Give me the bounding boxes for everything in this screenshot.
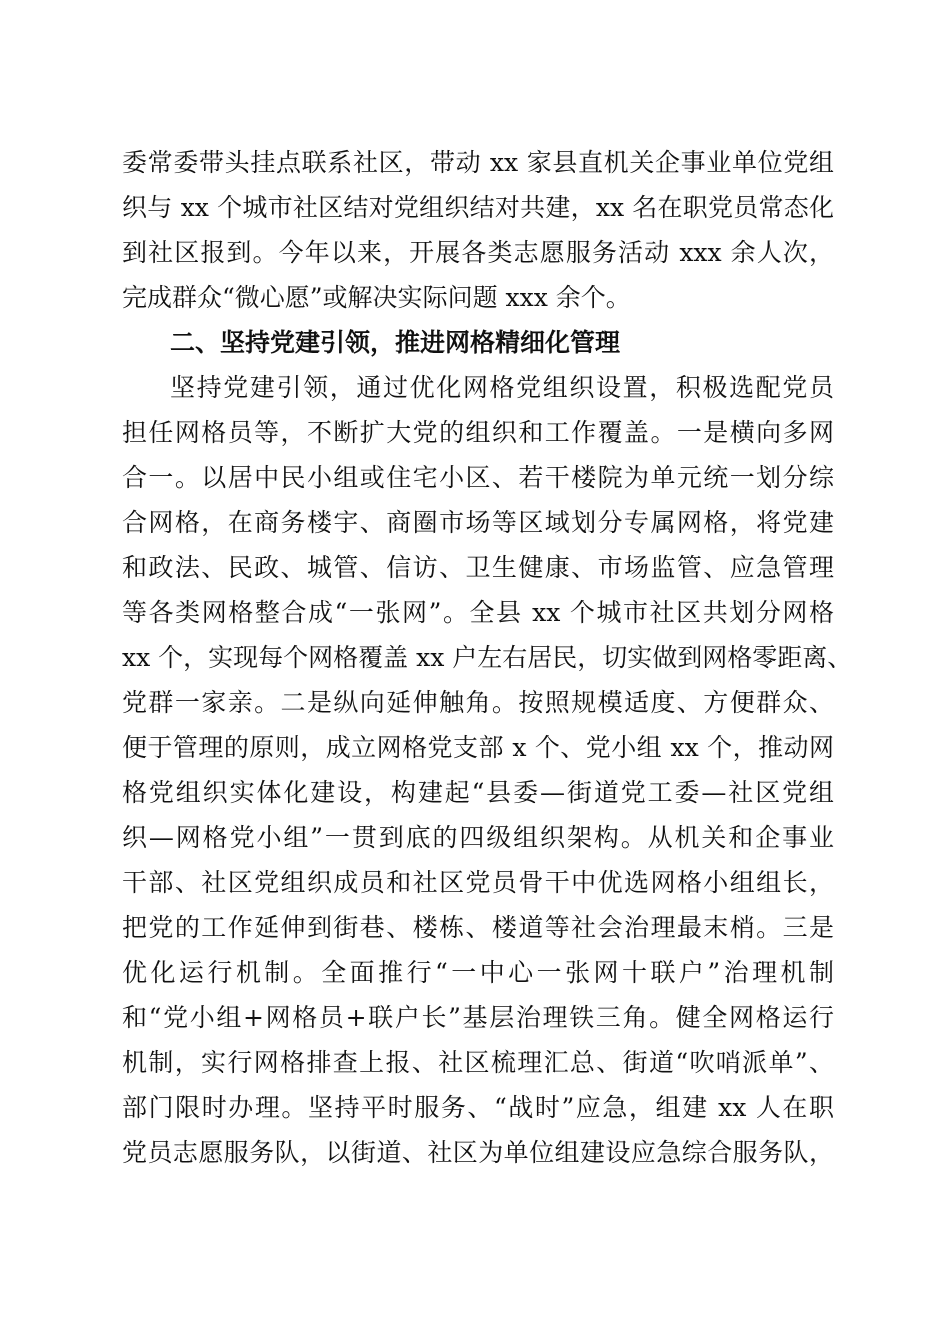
paragraph-2-line-3: 合一。以居中民小组或住宅小区、若干楼院为单元统一划分综 xyxy=(122,463,834,492)
paragraph-2-line-6: 等各类网格整合成“一张网”。全县 xx 个城市社区共划分网格 xyxy=(122,598,834,627)
section-2-heading: 二、坚持党建引领，推进网格精细化管理 xyxy=(170,328,621,357)
paragraph-2-line-5: 和政法、民政、城管、信访、卫生健康、市场监管、应急管理 xyxy=(122,553,834,582)
paragraph-2-line-14: 优化运行机制。全面推行“一中心一张网十联户”治理机制 xyxy=(122,958,834,987)
paragraph-2-line-1: 坚持党建引领，通过优化网格党组织设置，积极选配党员 xyxy=(170,373,834,402)
paragraph-2-line-2: 担任网格员等，不断扩大党的组织和工作覆盖。一是横向多网 xyxy=(122,418,834,447)
paragraph-2-line-8: 党群一家亲。二是纵向延伸触角。按照规模适度、方便群众、 xyxy=(122,688,834,717)
paragraph-2-line-11: 织—网格党小组”一贯到底的四级组织架构。从机关和企事业 xyxy=(122,823,834,852)
paragraph-2-line-10: 格党组织实体化建设，构建起“县委—街道党工委—社区党组 xyxy=(122,778,834,807)
paragraph-1-line-2: 织与 xx 个城市社区结对党组织结对共建，xx 名在职党员常态化 xyxy=(122,193,834,222)
paragraph-1-line-3: 到社区报到。今年以来，开展各类志愿服务活动 xxx 余人次， xyxy=(122,238,834,267)
paragraph-2-line-15: 和“党小组+网格员+联户长”基层治理铁三角。健全网格运行 xyxy=(122,1003,834,1032)
paragraph-2-line-9: 便于管理的原则，成立网格党支部 x 个、党小组 xx 个，推动网 xyxy=(122,733,834,762)
paragraph-2-line-12: 干部、社区党组织成员和社区党员骨干中优选网格小组组长， xyxy=(122,868,834,897)
paragraph-2-line-18: 党员志愿服务队，以街道、社区为单位组建设应急综合服务队， xyxy=(122,1138,834,1167)
paragraph-2-line-7: xx 个，实现每个网格覆盖 xx 户左右居民，切实做到网格零距离、 xyxy=(122,643,853,672)
paragraph-1-line-4: 完成群众“微心愿”或解决实际问题 xxx 余个。 xyxy=(122,283,631,312)
paragraph-2-line-17: 部门限时办理。坚持平时服务、“战时”应急，组建 xx 人在职 xyxy=(122,1093,834,1122)
paragraph-2-line-4: 合网格，在商务楼宇、商圈市场等区域划分专属网格，将党建 xyxy=(122,508,834,537)
paragraph-1-line-1: 委常委带头挂点联系社区，带动 xx 家县直机关企事业单位党组 xyxy=(122,148,834,177)
paragraph-2-line-13: 把党的工作延伸到街巷、楼栋、楼道等社会治理最末梢。三是 xyxy=(122,913,834,942)
paragraph-2-line-16: 机制，实行网格排查上报、社区梳理汇总、街道“吹哨派单”、 xyxy=(122,1048,834,1077)
